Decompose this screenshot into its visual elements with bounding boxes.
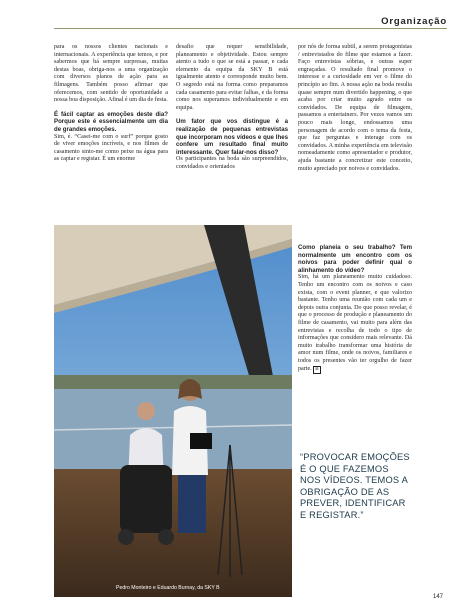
photo-illustration (54, 225, 292, 597)
header-rule (54, 28, 447, 29)
column-2 (176, 44, 288, 172)
photo (54, 225, 292, 597)
paragraph: desafio que requer sensibilidade, planeamento e objetividade. Estou sempre atento a tudo o que se está a passar, e cada elemento da equipa da SKY B está igualmente atento e corresponde muito bem. O segredo está na forma como preparamos cada casamento para evitar falhas, e da forma como nos superamos individualmente e em equipa. (176, 44, 288, 111)
interview-answer (298, 274, 412, 373)
column-3-top (298, 44, 412, 173)
pull-quote: “PROVOCAR EMOÇÕES É O QUE FAZEMOS NOS VÍDEOS. TEMOS A OBRIGAÇÃO DE AS PREVER, IDENTIFICAR E REGISTAR.” (300, 452, 410, 520)
interview-answer: Os participantes na boda são surpreendidos, convidados e orientados (176, 156, 288, 170)
interview-answer: Sim, é. “Casei-me com o surf” porque gosto de viver emoções incríveis, e nos filmes de casamento sinto-me como peixe na água para as captar e registar. É um enorme (54, 133, 168, 163)
photo-caption: Pedro Monteiro e Eduardo Burnay, da SKY B (116, 585, 220, 591)
end-mark: B (315, 366, 319, 372)
page-number: 147 (432, 594, 443, 600)
interview-question: É fácil captar as emoções deste dia? Porque este é essencialmente um dia de grandes emoções. (54, 110, 168, 133)
column-1 (54, 44, 168, 164)
interview-question: Como planeia o seu trabalho? Tem normalmente um encontro com os noivos para poder definir qual o alinhamento do vídeo? (298, 244, 412, 274)
section-label: Organização (381, 16, 447, 27)
column-3-bottom (298, 244, 412, 374)
answer-text: Sim, há um planeamento muito cuidadoso. Tenho um encontro com os noivos e caso exista, com o event planner, e que valorizo bastante. Tenho uma reunião com cada um e depois outra conjunta. Do que posso revelar, é que o processo de produção e planeamento do filme de casamento, vai muito para além das entrevistas e recolha de todo o tipo de informações que considero mais relevante. Dá muito trabalho transformar uma história de amor num filme, onde os noivos, familiares e todos os presentes vão ter orgulho de fazer parte. (298, 274, 412, 372)
interview-question: Um fator que vos distingue é a realização de pequenas entrevistas que incorporam nos vídeos e que lhes confere um resultado final muito interessante. Quer falar-nos disso? (176, 118, 288, 156)
paragraph: para os nossos clientes nacionais e internacionais. A experiência que temos, e por sabermos que há sempre surpresas, muitas destas boas, obriga-nos a uma organização com diversos planos de ação para as filmagens. Também posso afirmar que oferecemos, com sentido de oportunidade a nossa boa disposição. Afinal é um dia de festa. (54, 44, 168, 104)
paragraph: por nós de forma subtil, a serem protagonistas / entrevistados do filme que estamos a fazer. Faço entrevistas sóbrias, e outras super engraçadas. O resultado final promove o interesse e a curiosidade em ver o filme do princípio ao fim. A nossa ação na boda resulta quase sempre num divertido happening, o que acaba por criar muito agrado entre os convidados. De equipa de filmagem, passamos a entertainers. Por vezes vamos um pouco mais longe, endossamos uma personagem de acordo com o tema da festa, que faz perguntas e interage com os convidados. A minha experiência em televisão nomeadamente como apresentador e produtor, ajuda bastante a concretizar este conceito, muito apreciado por noivos e convidados. (298, 44, 412, 172)
